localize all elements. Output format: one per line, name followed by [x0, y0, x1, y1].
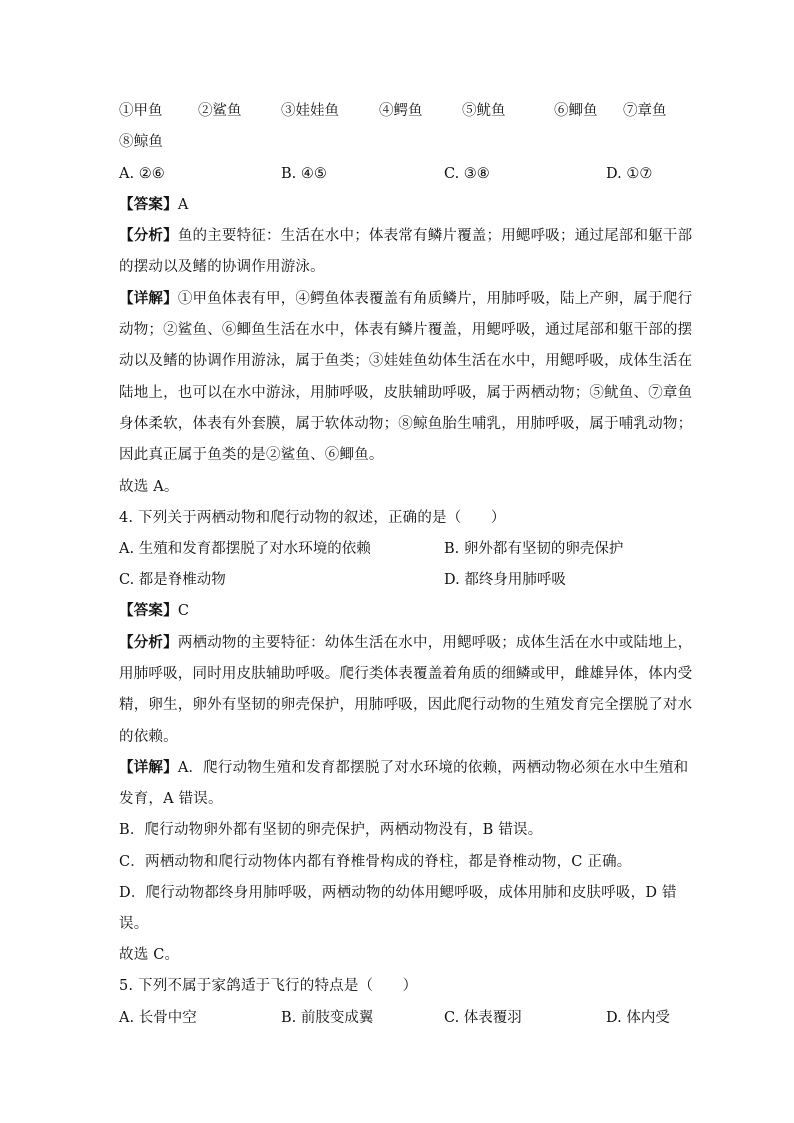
q3-animal-1: ①甲鱼 [119, 103, 163, 119]
q3-animal-3: ③娃娃鱼 [281, 103, 339, 119]
q3-detail-line-2: 动物；②鲨鱼、⑥鲫鱼生活在水中，体表有鳞片覆盖，用鳃呼吸，通过尾部和躯干部的摆 [119, 322, 693, 338]
q4-detail-line-6: 误。 [119, 916, 149, 932]
q4-stem: 4. 下列关于两栖动物和爬行动物的叙述，正确的是（ ） [119, 510, 506, 526]
q3-option-c: C. ③⑧ [444, 166, 490, 182]
q3-analysis-text-1: 鱼的主要特征：生活在水中；体表常有鳞片覆盖；用鳃呼吸；通过尾部和躯干部 [177, 228, 693, 244]
q5-option-d: D. 体内受 [606, 1010, 670, 1026]
q4-analysis-line-2: 用肺呼吸，同时用皮肤辅助呼吸。爬行类体表覆盖着角质的细鳞或甲，雌雄异体，体内受 [119, 666, 693, 682]
q3-detail-line-4: 陆地上，也可以在水中游泳，用肺呼吸，皮肤辅助呼吸，属于两栖动物；⑤鱿鱼、⑦章鱼 [119, 385, 693, 401]
q3-detail-line-1 [119, 289, 692, 309]
q3-detail-label: 【详解】 [119, 290, 178, 307]
q3-option-d: D. ①⑦ [606, 166, 653, 182]
q3-animal-2: ②鲨鱼 [198, 103, 242, 119]
q4-analysis-label: 【分析】 [119, 634, 178, 651]
q3-detail-line-5: 身体柔软，体表有外套膜，属于软体动物；⑧鲸鱼胎生哺乳，用肺呼吸，属于哺乳动物； [119, 416, 693, 432]
q3-animal-5: ⑤鱿鱼 [462, 103, 506, 119]
q4-detail-line-2: 发育，A 错误。 [119, 791, 223, 807]
q3-analysis-line-2: 的摆动以及鳍的协调作用游泳。 [119, 259, 325, 275]
q4-option-c: C. 都是脊椎动物 [119, 572, 226, 588]
q3-animal-list [119, 101, 679, 121]
q3-options [119, 164, 679, 184]
q3-animal-7: ⑦章鱼 [623, 103, 667, 119]
q4-answer [119, 601, 189, 621]
q3-animal-4: ④鳄鱼 [379, 103, 423, 119]
q3-detail-line-3: 动以及鳍的协调作用游泳，属于鱼类；③娃娃鱼幼体生活在水中，用鳃呼吸，成体生活在 [119, 353, 693, 369]
q4-options-row-1 [119, 539, 679, 559]
q3-conclusion: 故选 A。 [119, 479, 179, 495]
q3-animal-8: ⑧鲸鱼 [119, 134, 164, 150]
q4-conclusion: 故选 C。 [119, 947, 180, 963]
q5-option-c: C. 体表覆羽 [444, 1010, 522, 1026]
q4-analysis-line-4: 的依赖。 [119, 729, 178, 745]
q4-analysis-line-1 [119, 633, 692, 653]
q3-analysis-line-1 [119, 226, 692, 246]
q4-option-a: A. 生殖和发育都摆脱了对水环境的依赖 [119, 541, 371, 557]
q3-answer [119, 195, 188, 215]
q3-option-b: B. ④⑤ [281, 166, 327, 182]
q3-detail-text-1: ①甲鱼体表有甲，④鳄鱼体表覆盖有角质鳞片，用肺呼吸，陆上产卵，属于爬行 [177, 291, 693, 307]
q3-animal-6: ⑥鲫鱼 [554, 103, 598, 119]
q3-analysis-label: 【分析】 [119, 227, 178, 244]
q4-answer-value: C [177, 603, 190, 619]
q3-answer-label: 【答案】 [119, 196, 178, 213]
q3-detail-line-6: 因此真正属于鱼类的是②鲨鱼、⑥鲫鱼。 [119, 447, 384, 463]
q5-stem: 5. 下列不属于家鸽适于飞行的特点是（ ） [119, 978, 418, 994]
q3-option-a: A. ②⑥ [119, 166, 165, 182]
q4-detail-text-1: A．爬行动物生殖和发育都摆脱了对水环境的依赖，两栖动物必须在水中生殖和 [177, 760, 689, 776]
q4-detail-line-4: C．两栖动物和爬行动物体内都有脊椎骨构成的脊柱，都是脊椎动物，C 正确。 [119, 854, 632, 870]
q4-answer-label: 【答案】 [119, 602, 178, 619]
q4-analysis-text-1: 两栖动物的主要特征：幼体生活在水中，用鳃呼吸；成体生活在水中或陆地上， [177, 635, 693, 651]
q5-option-b: B. 前肢变成翼 [281, 1010, 374, 1026]
q4-analysis-line-3: 精，卵生，卵外有坚韧的卵壳保护，用肺呼吸，因此爬行动物的生殖发育完全摆脱了对水 [119, 697, 693, 713]
q5-option-a: A. 长骨中空 [119, 1010, 197, 1026]
q3-answer-value: A [177, 197, 189, 213]
q4-option-b: B. 卵外都有坚韧的卵壳保护 [444, 541, 624, 557]
q4-detail-line-3: B．爬行动物卵外都有坚韧的卵壳保护，两栖动物没有，B 错误。 [119, 822, 543, 838]
q4-detail-label: 【详解】 [119, 759, 178, 776]
q4-detail-line-1 [119, 758, 688, 778]
q4-options-row-2 [119, 570, 679, 590]
q4-option-d: D. 都终身用肺呼吸 [444, 572, 566, 588]
q5-options [119, 1008, 679, 1028]
q4-detail-line-5: D．爬行动物都终身用肺呼吸，两栖动物的幼体用鳃呼吸，成体用肺和皮肤呼吸，D 错 [119, 885, 677, 901]
